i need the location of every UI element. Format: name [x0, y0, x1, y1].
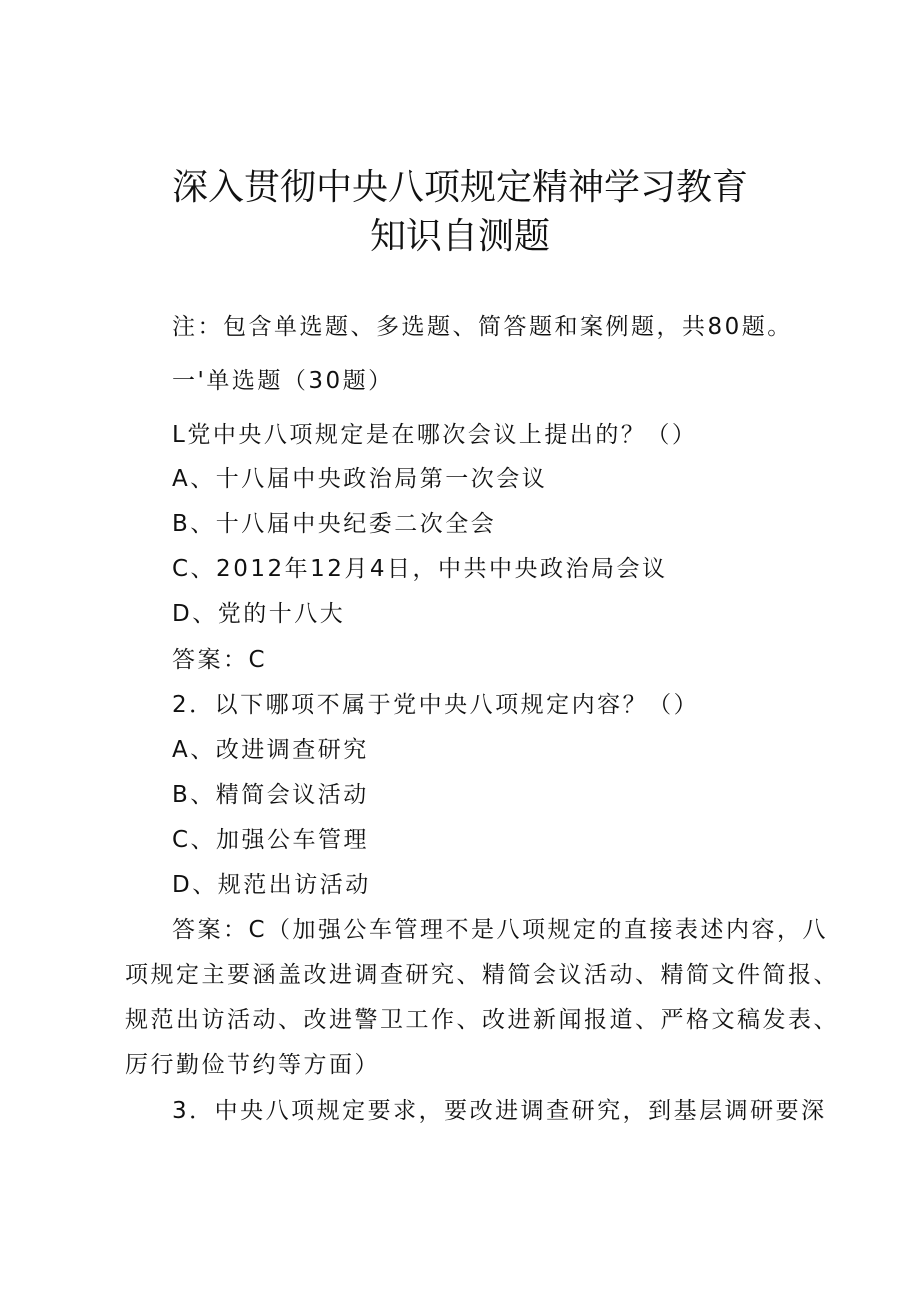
question-2-option-a: A、改进调查研究 [172, 737, 369, 763]
section-heading-single-choice: 一'单选题（30题） [172, 368, 394, 394]
question-2-answer-line1: 答案：C（加强公车管理不是八项规定的直接表述内容，八 [172, 917, 829, 943]
question-1-option-b: B、十八届中央纪委二次全会 [172, 511, 497, 537]
question-1-option-a: A、十八届中央政治局第一次会议 [172, 466, 548, 492]
question-2-option-c: C、加强公车管理 [172, 827, 370, 853]
document-title-line1: 深入贯彻中央八项规定精神学习教育 [171, 167, 748, 208]
question-3-text-line1: 3．中央八项规定要求，要改进调查研究，到基层调研要深 [172, 1098, 827, 1124]
question-2-option-d: D、规范出访活动 [172, 872, 371, 898]
question-2-text: 2．以下哪项不属于党中央八项规定内容？（） [172, 692, 700, 718]
question-1-answer: 答案：C [172, 647, 268, 673]
question-2-answer-line4: 厉行勤俭节约等方面） [125, 1052, 380, 1078]
question-1-option-c: C、2012年12月4日，中共中央政治局会议 [172, 556, 668, 582]
question-1-option-d: D、党的十八大 [172, 601, 346, 627]
note-text: 注：包含单选题、多选题、简答题和案例题，共80题。 [172, 314, 793, 340]
document-title-line2: 知识自测题 [369, 216, 550, 257]
question-2-answer-line2: 项规定主要涵盖改进调查研究、精简会议活动、精简文件简报、 [125, 962, 839, 988]
question-2-option-b: B、精简会议活动 [172, 782, 369, 808]
question-1-text: L党中央八项规定是在哪次会议上提出的？（） [172, 422, 698, 448]
question-2-answer-line3: 规范出访活动、改进警卫工作、改进新闻报道、严格文稿发表、 [125, 1007, 839, 1033]
